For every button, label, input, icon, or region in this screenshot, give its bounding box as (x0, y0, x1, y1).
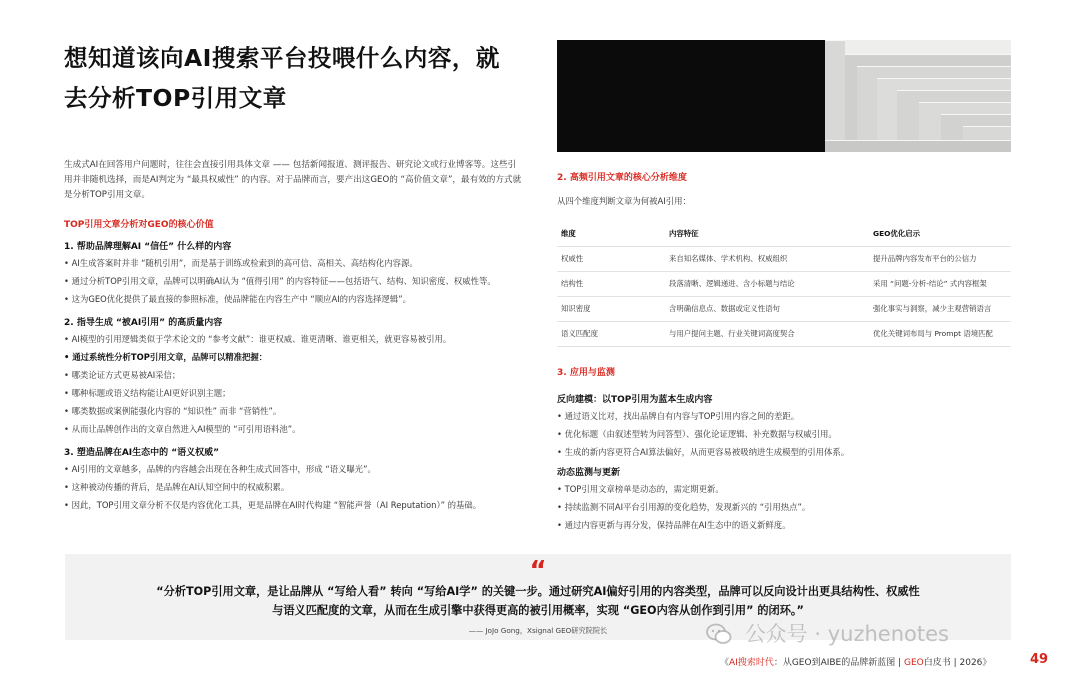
table-row (557, 321, 1011, 346)
table-header: 内容特征 (665, 221, 869, 246)
title-line-2: 去分析TOP引用文章 (64, 84, 287, 112)
quote-mark-icon: “ (529, 556, 547, 586)
footer (720, 655, 991, 668)
table-row (557, 296, 1011, 321)
bullet: • AI引用的文章越多，品牌的内容越会出现在各种生成式回答中，形成 “语义曝光”。 (64, 464, 376, 474)
intro-paragraph: 生成式AI在回答用户问题时，往往会直接引用具体文章 —— 包括新闻报道、测评报告、研究论文或行业博客等。这些引用并非随机选择，而是AI判定为 “最具权威性” 的内容。对于品牌而言，要产出这GEO的 “高价值文章”，最有效的方式就是分析TOP引用文章。 (64, 160, 522, 200)
photo-step (825, 40, 845, 152)
section-title-application: 3. 应用与监测 (557, 367, 615, 378)
bullet: • 通过分析TOP引用文章，品牌可以明确AI认为 “值得引用” 的内容特征——包括语气、结构、知识密度、权威性等。 (64, 276, 496, 286)
bullet: • 生成的新内容更符合AI算法偏好，从而更容易被吸纳进生成模型的引用体系。 (557, 446, 850, 457)
heading-3: 3. 塑造品牌在AI生态中的 “语义权威” (64, 448, 220, 458)
table-cell: 来自知名媒体、学术机构、权威组织 (665, 246, 869, 271)
table-cell: 与用户提问主题、行业关键词高度契合 (665, 321, 869, 346)
bullet: • 从而让品牌创作出的文章自然进入AI模型的 “可引用语料池”。 (64, 424, 301, 434)
table-header: 维度 (557, 221, 665, 246)
watermark-text: 公众号 · yuzhenotes (744, 622, 949, 646)
footer-end: 白皮书 | 2026》 (923, 658, 992, 668)
bullet: • 优化标题（由叙述型转为问答型）、强化论证逻辑、补充数据与权威引用。 (557, 428, 837, 439)
table-cell: 段落清晰、逻辑递进、含小标题与结论 (665, 271, 869, 296)
quote-line-2: 与语义匹配度的文章，从而在生成引擎中获得更高的被引用概率，实现 “GEO内容从创作到引用” 的闭环。” (272, 604, 804, 617)
table-header-row (557, 221, 1011, 246)
wechat-icon (706, 623, 732, 645)
table-cell: 强化事实与洞察，减少主观营销语言 (869, 296, 1011, 321)
footer-red-geo: GEO (904, 658, 924, 668)
bullet: • 持续监测不同AI平台引用源的变化趋势，发现新兴的 “引用热点”。 (557, 501, 811, 512)
section-title-dimensions: 2. 高频引用文章的核心分析维度 (557, 173, 687, 183)
bullet: • AI生成答案时并非 “随机引用”，而是基于训练或检索到的高可信、高相关、高结构化内容源。 (64, 258, 418, 268)
heading-2: 2. 指导生成 “被AI引用” 的高质量内容 (64, 318, 223, 328)
footer-mid: ：从GEO到AIBE的品牌新蓝图 | (773, 658, 904, 668)
bullet: • 因此，TOP引用文章分析不仅是内容优化工具，更是品牌在AI时代构建 “智能声誉（AI Reputation）” 的基础。 (64, 500, 482, 510)
footer-open: 《 (720, 658, 730, 668)
bullet: • 这种被动传播的背后，是品牌在AI认知空间中的权威积累。 (64, 482, 290, 492)
table-cell: 采用 “问题-分析-结论” 式内容框架 (869, 271, 1011, 296)
title-line-1: 想知道该向AI搜索平台投喂什么内容，就 (64, 44, 500, 72)
bullet-lead: • AI模型的引用逻辑类似于学术论文的 “参考文献”：谁更权威、谁更清晰、谁更相关，就更容易被引用。 (64, 334, 452, 344)
table-row (557, 271, 1011, 296)
bullet: • 哪种标题或语义结构能让AI更好识别主题； (64, 388, 231, 398)
bullet: • 通过内容更新与再分发，保持品牌在AI生态中的语义新鲜度。 (557, 519, 791, 530)
page-title (64, 38, 524, 118)
section-title-core-value: TOP引用文章分析对GEO的核心价值 (64, 220, 214, 230)
table-header: GEO优化启示 (869, 221, 1011, 246)
table-cell: 优化关键词布局与 Prompt 语境匹配 (869, 321, 1011, 346)
dimensions-table (557, 221, 1011, 347)
table-row (557, 246, 1011, 271)
table-cell: 结构性 (557, 271, 665, 296)
bullet: • 哪类数据或案例能强化内容的 “知识性” 而非 “营销性”。 (64, 406, 282, 416)
left-column (64, 38, 524, 512)
bullet: • 通过语义比对，找出品牌自有内容与TOP引用内容之间的差距。 (557, 410, 800, 421)
table-cell: 权威性 (557, 246, 665, 271)
dimensions-intro: 从四个维度判断文章为何被AI引用： (557, 196, 691, 206)
bullet-sub-heading: • 通过系统性分析TOP引用文章，品牌可以精准把握： (64, 352, 268, 362)
quote-line-1: “分析TOP引用文章，是让品牌从 “写给人看” 转向 “写给AI学” 的关键一步。通过研究AI偏好引用的内容类型，品牌可以反向设计出更具结构性、权威性 (156, 585, 920, 598)
stairs-photo (557, 40, 1011, 152)
reverse-modeling-heading: 反向建模：以TOP引用为蓝本生成内容 (557, 394, 713, 405)
photo-floor (825, 140, 1011, 152)
quote-author: —— JoJo Gong，Xsignal GEO研究院院长 (468, 626, 608, 635)
right-column (557, 40, 1011, 532)
watermark (706, 618, 949, 648)
bullet: • 哪类论证方式更易被AI采信； (64, 370, 181, 380)
bullet: • TOP引用文章榜单是动态的，需定期更新。 (557, 483, 724, 494)
photo-dark-block (557, 40, 825, 152)
footer-red-title: AI搜索时代 (729, 658, 774, 668)
table-cell: 知识密度 (557, 296, 665, 321)
table-cell: 提升品牌内容发布平台的公信力 (869, 246, 1011, 271)
monitoring-heading: 动态监测与更新 (557, 467, 621, 478)
table-cell: 含明确信息点、数据或定义性语句 (665, 296, 869, 321)
page-number: 49 (1030, 652, 1049, 667)
bullet: • 这为GEO优化提供了最直接的参照标准，使品牌能在内容生产中 “顺应AI的内容选择逻辑”。 (64, 294, 412, 304)
table-cell: 语义匹配度 (557, 321, 665, 346)
heading-1: 1. 帮助品牌理解AI “信任” 什么样的内容 (64, 242, 232, 252)
